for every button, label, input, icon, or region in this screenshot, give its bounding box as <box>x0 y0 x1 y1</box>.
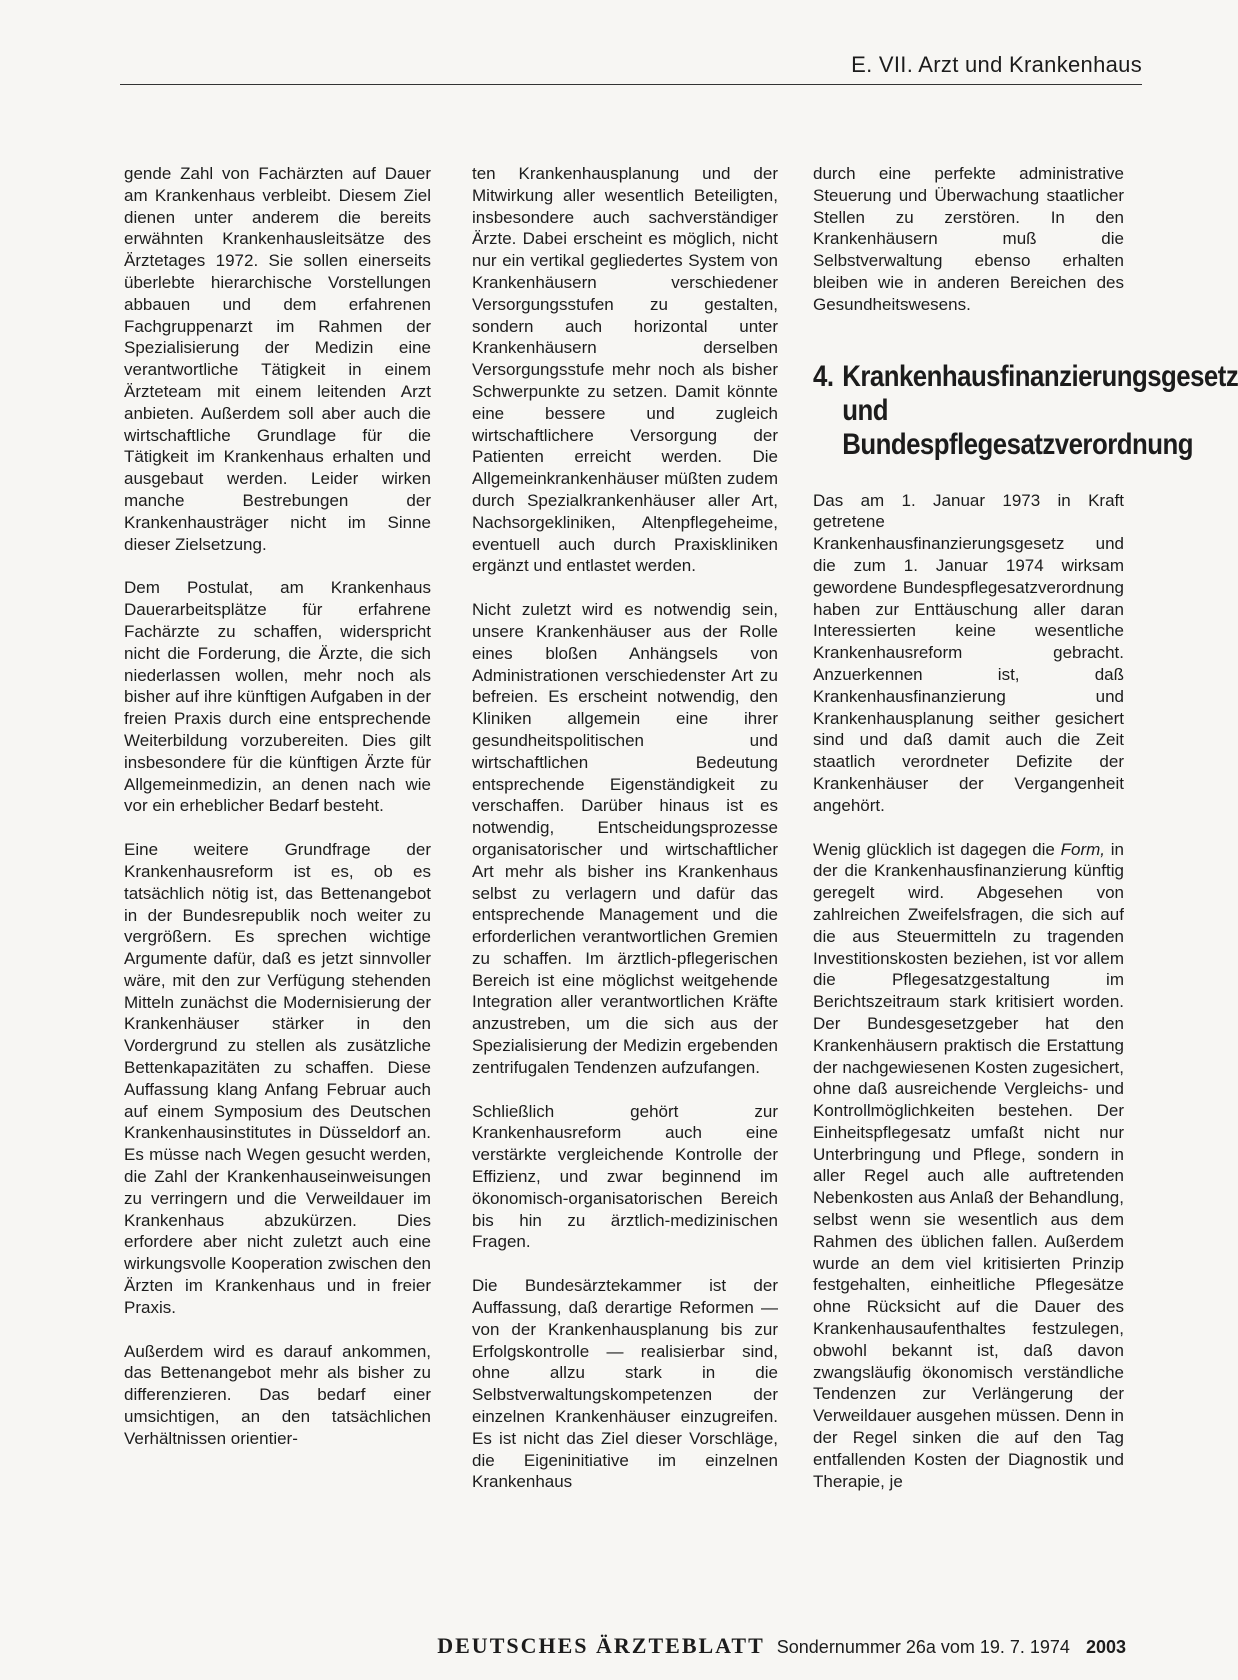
journal-name: DEUTSCHES ÄRZTEBLATT <box>437 1633 765 1658</box>
paragraph: Außerdem wird es darauf ankommen, das Bettenangebot mehr als bisher zu differenzieren. Das bedarf einer umsichtigen, an den tatsächlichen Verhältnissen orientier- <box>124 1341 431 1448</box>
page-footer <box>420 1633 1126 1659</box>
page-number: 2003 <box>1085 1637 1126 1657</box>
running-header <box>120 52 1142 85</box>
paragraph: Nicht zuletzt wird es notwendig sein, unsere Krankenhäuser aus der Rolle eines bloßen Anhängsels von Administrationen verschiedenster Art zu befreien. Es erscheint notwendig, den Kliniken allgemein eine ihrer gesundheitspolitischen und wirtschaftlichen Bedeutung entsprechende Eigenständigkeit zu verschaffen. Darüber hinaus ist es notwendig, Entscheidungsprozesse organisatorischer und wirtschaftlicher Art mehr als bisher ins Krankenhaus selbst zu verlagern und dafür das entsprechende Management und die erforderlichen verantwortlichen Gremien zu schaffen. Im ärztlich-pflegerischen Bereich ist eine möglichst weitgehende Integration aller verantwortlichen Kräfte anzustreben, um die sich aus der Spezialisierung der Medizin ergebenden zentrifugalen Tendenzen aufzufangen. <box>472 600 778 1077</box>
running-title: E. VII. Arzt und Krankenhaus <box>851 52 1142 77</box>
paragraph: Die Bundesärztekammer ist der Auffassung, daß derartige Reformen — von der Krankenhausplanung bis zur Erfolgskontrolle — realisierbar sind, ohne allzu stark in die Selbstverwaltungskompetenzen der einzelnen Krankenhäuser einzugreifen. Es ist nicht das Ziel dieser Vorschläge, die Eigeninitiative im einzelnen Krankenhaus <box>472 1276 778 1492</box>
section-number: 4. <box>813 359 834 393</box>
paragraph: Schließlich gehört zur Krankenhausreform auch eine verstärkte vergleichende Kontrolle der Effizienz, und zwar beginnend im ökonomisch-organisatorischen Bereich bis hin zu ärztlich-medizinischen Fragen. <box>472 1101 778 1252</box>
emphasis-text: Form, <box>1060 839 1106 859</box>
text-column-3 <box>813 163 1238 1492</box>
paragraph: Dem Postulat, am Krankenhaus Dauerarbeitsplätze für erfahrene Fachärzte zu schaffen, widerspricht nicht die Forderung, die Ärzte, die sich niederlassen wollen, mehr noch als bisher auf ihre künftigen Aufgaben in der freien Praxis durch eine entsprechende Weiterbildung vorzubereiten. Dies gilt insbesondere für die künftigen Ärzte für Allgemeinmedizin, an denen nach wie vor ein erheblicher Bedarf besteht. <box>124 578 431 816</box>
issue-info: Sondernummer 26a vom 19. 7. 1974 <box>776 1637 1070 1657</box>
paragraph <box>813 839 1124 1493</box>
paragraph: ten Krankenhausplanung und der Mitwirkung aller wesentlich Beteiligten, insbesondere auch sachverständiger Ärzte. Dabei erscheint es möglich, nicht nur ein vertikal gegliedertes System von Krankenhäusern verschiedener Versorgungsstufen zu gestalten, sondern auch horizontal unter Krankenhäusern derselben Versorgungsstufe mehr noch als bisher Schwerpunkte zu setzen. Damit könnte eine bessere und zugleich wirtschaftlichere Versorgung der Patienten erreicht werden. Die Allgemeinkrankenhäuser müßten zudem durch Spezialkrankenhäuser aller Art, Nachsorgekliniken, Altenpflegeheime, eventuell auch durch Praxiskliniken ergänzt und entlastet werden. <box>472 164 778 576</box>
paragraph: Das am 1. Januar 1973 in Kraft getretene Krankenhausfinanzierungsgesetz und die zum 1. Januar 1974 wirksam gewordene Bundespflegesatzverordnung haben zur Enttäuschung aller daran Interessierten keine wesentliche Krankenhausreform gebracht. Anzuerkennen ist, daß Krankenhausfinanzierung und Krankenhausplanung seither gesichert sind und daß damit auch die Zeit staatlich verordneter Defizite der Krankenhäuser der Vergangenheit angehört. <box>813 490 1124 815</box>
paragraph: Eine weitere Grundfrage der Krankenhausreform ist es, ob es tatsächlich nötig ist, das Bettenangebot in der Bundesrepublik noch weiter zu vergrößern. Es sprechen wichtige Argumente dafür, daß es jetzt sinnvoller wäre, mit den zur Verfügung stehenden Mitteln zunächst die Modernisierung der Krankenhäuser stärker in den Vordergrund zu stellen als zusätzliche Bettenkapazitäten zu schaffen. Diese Auffassung klang Anfang Februar auch auf einem Symposium des Deutschen Krankenhausinstitutes in Düsseldorf an. Es müsse nach Wegen gesucht werden, die Zahl der Krankenhauseinweisungen zu verringern und die Verweildauer im Krankenhaus abzukürzen. Dies erfordere aber nicht zuletzt auch eine wirkungsvolle Kooperation zwischen den Ärzten im Krankenhaus und in freier Praxis. <box>124 840 431 1317</box>
text-run: in der die Krankenhausfinanzierung künftig geregelt wird. Abgesehen von zahlreichen Zweifelsfragen, die sich auf die aus Steuermitteln zu tragenden Investitionskosten beziehen, ist vor allem die Pflegesatzgestaltung im Berichtszeitraum stark kritisiert worden. Der Bundesgesetzgeber hat den Krankenhäusern praktisch die Erstattung der nachgewiesenen Kosten zugesichert, ohne daß ausreichende Vergleichs- und Kontrollmöglichkeiten bestehen. Der Einheitspflegesatz umfaßt nicht nur Unterbringung und Pflege, sondern in aller Regel auch alle auftretenden Nebenkosten aus Anlaß der Behandlung, selbst wenn sie wesentlich aus dem Rahmen des üblichen fallen. Außerdem wurde an dem viel kritisierten Prinzip festgehalten, einheitliche Pflegesätze ohne Rücksicht auf die Dauer des Krankenhausaufenthaltes festzulegen, obwohl bekannt ist, daß davon zwangsläufig ökonomisch verständliche Tendenzen zur Verlängerung der Verweildauer ausgehen müssen. Denn in der Regel sinken die auf den Tag entfallenden Kosten der Diagnostik und Therapie, je <box>813 839 1124 1491</box>
section-title: Krankenhausfinanzierungsgesetz und Bundespflegesatzverordnung <box>842 359 1238 461</box>
text-column-1 <box>124 163 431 1450</box>
text-run: Wenig glücklich ist dagegen die <box>813 839 1061 859</box>
paragraph: durch eine perfekte administrative Steuerung und Überwachung staatlicher Stellen zu zerstören. In den Krankenhäusern muß die Selbstverwaltung ebenso erhalten bleiben wie in anderen Bereichen des Gesundheitswesens. <box>813 164 1124 314</box>
paragraph: gende Zahl von Fachärzten auf Dauer am Krankenhaus verbleibt. Diesem Ziel dienen unter anderem die bereits erwähnten Krankenhausleitsätze des Ärztetages 1972. Sie sollen einerseits überlebte hierarchische Vorstellungen abbauen und dem erfahrenen Fachgruppenarzt im Rahmen der Spezialisierung der Medizin eine verantwortliche Tätigkeit in einem Ärzteteam mit einem leitenden Arzt anbieten. Außerdem soll aber auch die wirtschaftliche Grundlage für die Tätigkeit im Krankenhaus erhalten und ausgebaut werden. Leider wirken manche Bestrebungen der Krankenhausträger nicht im Sinne dieser Zielsetzung. <box>124 164 431 554</box>
section-heading <box>813 359 1238 462</box>
text-column-2 <box>472 163 778 1493</box>
